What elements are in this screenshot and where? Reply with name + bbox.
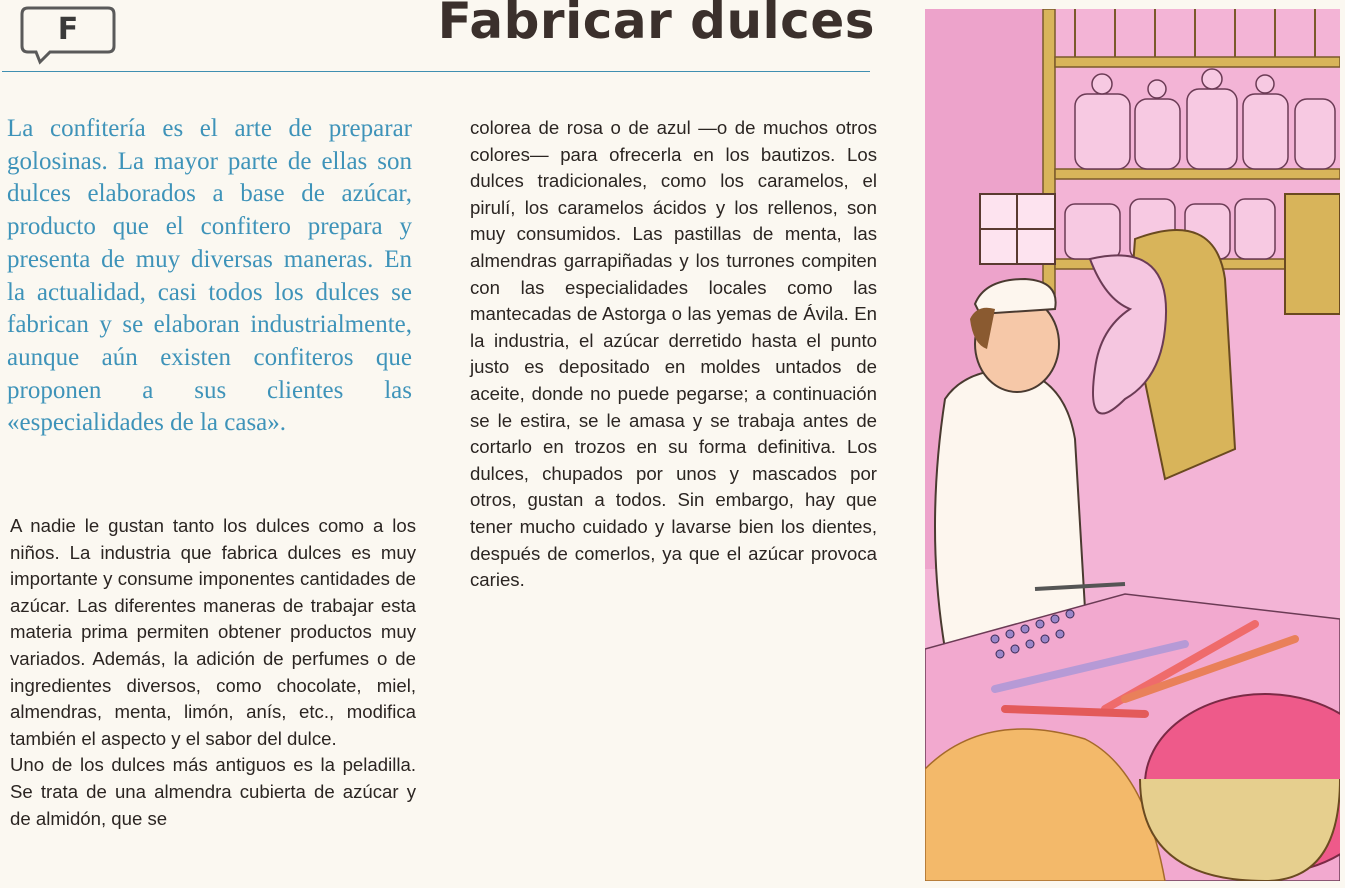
body-column-left (10, 513, 416, 832)
candy-maker-illustration (925, 9, 1340, 881)
body-paragraph: colorea de rosa o de azul —o de muchos otros colores— para ofrecerla en los bautizos. Los dulces tradicionales, como los caramelos, el pirulí, los caramelos ácidos y los rellenos, son muy consumidos. Las pastillas de menta, las almendras garrapiñadas y los turrones compiten con las especialidades locales como las mantecadas de Astorga o las yemas de Ávila. En la industria, el azúcar derretido hasta el punto justo es depositado en moldes untados de aceite, donde no puede pegarse; a continuación se le estira, se le amasa y se trabaja antes de cortarlo en trozos en su forma definitiva. Los dulces, chupados por unos y mascados por otros, gustan a todos. Sin embargo, hay que tener mucho cuidado y lavarse bien los dientes, después de comerlos, ya que el azúcar provoca caries. (470, 117, 877, 591)
shelf-board-middle (1055, 169, 1340, 179)
confectioner-body (935, 369, 1085, 649)
machine-panel (1285, 194, 1340, 314)
title-divider (2, 71, 870, 72)
page-title: Fabricar dulces (437, 0, 875, 50)
shelf-board-top (1055, 57, 1340, 67)
body-paragraph: Uno de los dulces más antiguos es la peladilla. Se trata de una almendra cubierta de azúcar y de almidón, que se (10, 754, 416, 829)
intro-paragraph: La confitería es el arte de preparar golosinas. La mayor parte de ellas son dulces elaborados a base de azúcar, producto que el confitero prepara y presenta de muy diversas maneras. En la actualidad, casi todos los dulces se fabrican y se elaboran industrialmente, aunque aún existen confiteros que proponen a sus clientes las «especialidades de la casa». (7, 115, 412, 437)
section-letter: F (57, 12, 79, 47)
body-paragraph: A nadie le gustan tanto los dulces como a los niños. La industria que fabrica dulces es muy importante y consume imponentes cantidades de azúcar. Las diferentes maneras de trabajar esta materia prima permiten obtener productos muy variados. Además, la adición de perfumes o de ingredientes diversos, como chocolate, miel, almendras, menta, limón, anís, etc., modifica también el aspecto y el sabor del dulce. (10, 515, 416, 749)
body-column-right (470, 115, 877, 594)
section-letter-tab (20, 6, 116, 54)
